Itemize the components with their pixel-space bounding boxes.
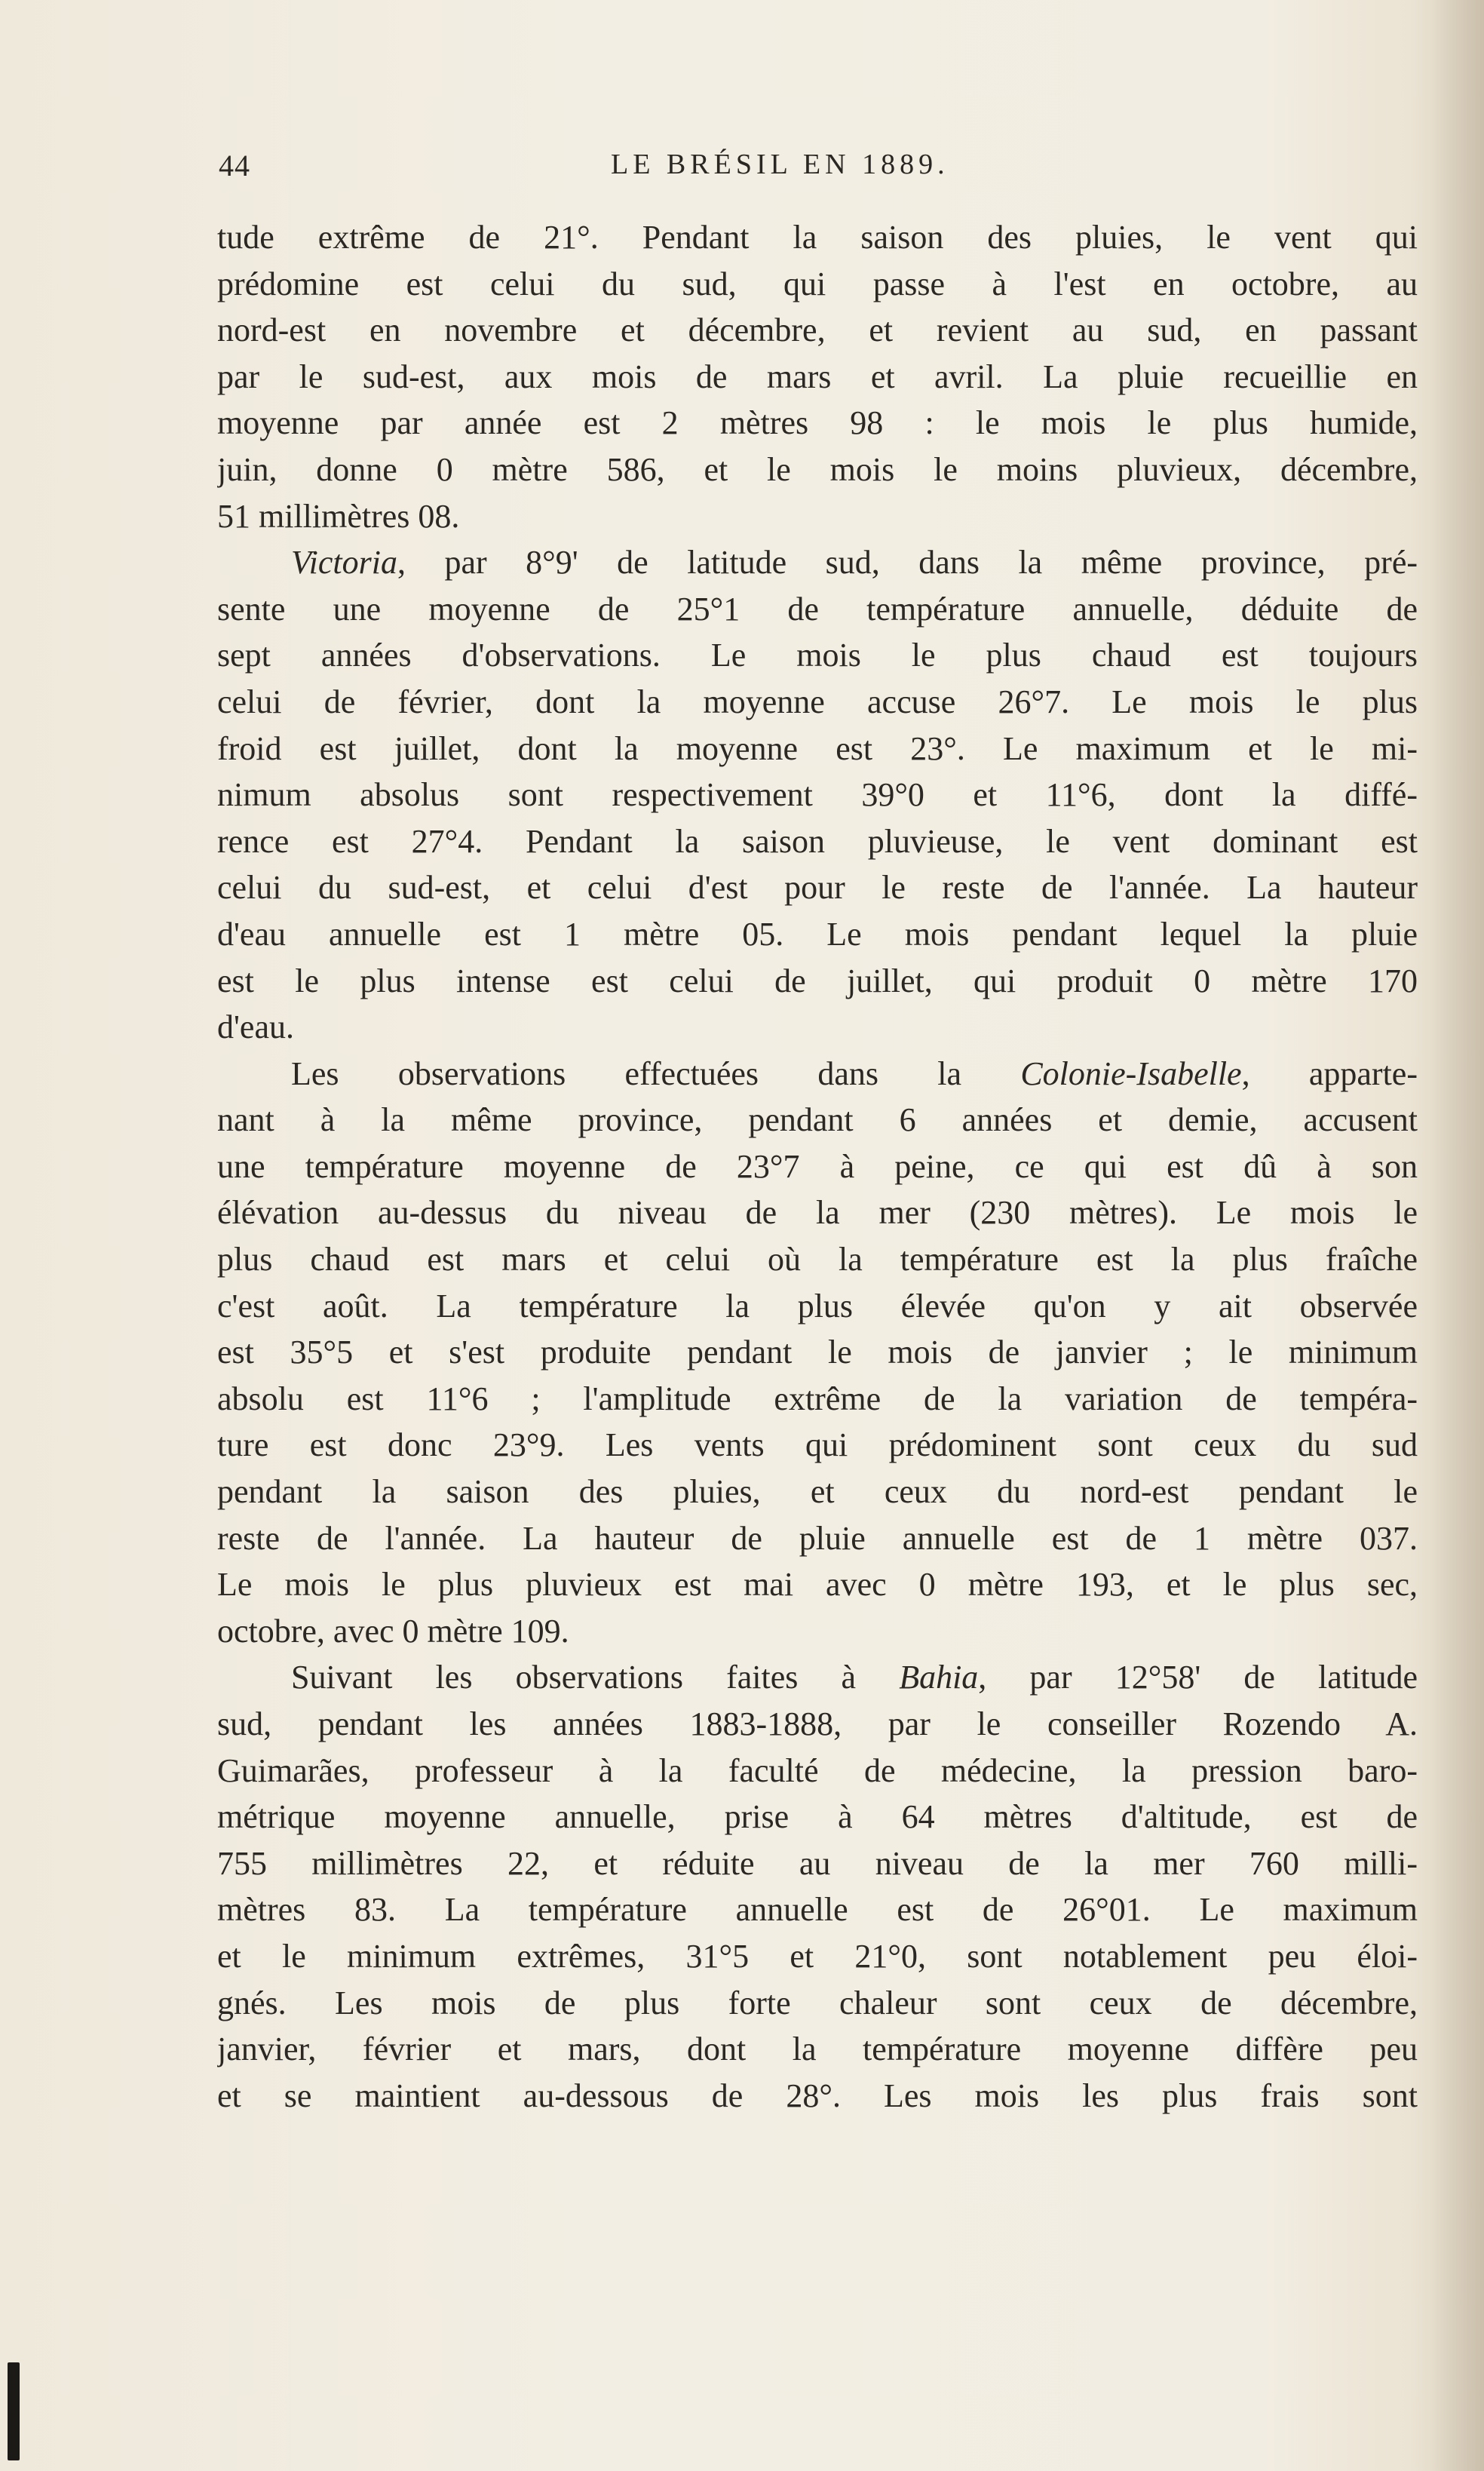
place-name-bahia: Bahia [899, 1659, 979, 1696]
page-edge-shadow [1431, 0, 1484, 2471]
text-line: une température moyenne de 23°7 à peine, ce qui est dû à son [217, 1147, 1418, 1185]
text-line: tude extrême de 21°. Pendant la saison des pluies, le vent qui [217, 219, 1418, 256]
text-line: d'eau annuelle est 1 mètre 05. Le mois pendant lequel la pluie [217, 915, 1418, 953]
page-header [219, 148, 1425, 193]
text-line: d'eau. [217, 1008, 294, 1046]
text-line: absolu est 11°6 ; l'amplitude extrême de la variation de tempéra- [217, 1380, 1418, 1417]
text-line: élévation au-dessus du niveau de la mer (230 mètres). Le mois le [217, 1194, 1418, 1232]
text-line: sud, pendant les années 1883-1888, par le conseiller Rozendo A. [217, 1705, 1418, 1742]
text-line: est 35°5 et s'est produite pendant le mois de janvier ; le minimum [217, 1334, 1418, 1371]
text-line: sente une moyenne de 25°1 de température annuelle, déduite de [217, 590, 1418, 628]
text-line [217, 539, 1418, 586]
text-line [217, 1051, 1418, 1097]
running-head: LE BRÉSIL EN 1889. [611, 149, 949, 180]
place-name-colonie-isabelle: Colonie-Isabelle [1020, 1054, 1242, 1092]
text-line: sept années d'observations. Le mois le plus chaud est toujours [217, 637, 1418, 674]
text-line: moyenne par année est 2 mètres 98 : le mois le plus humide, [217, 404, 1418, 442]
text-line: ture est donc 23°9. Les vents qui prédominent sont ceux du sud [217, 1426, 1418, 1464]
text-line: gnés. Les mois de plus forte chaleur sont ceux de décembre, [217, 1984, 1418, 2021]
text-line: janvier, février et mars, dont la température moyenne diffère peu [217, 2031, 1418, 2068]
text-line: Le mois le plus pluvieux est mai avec 0 mètre 193, et le plus sec, [217, 1566, 1418, 1604]
text-line: nant à la même province, pendant 6 années et demie, accusent [217, 1101, 1418, 1139]
text-line: rence est 27°4. Pendant la saison pluvieuse, le vent dominant est [217, 822, 1418, 860]
text-fragment: Les observations effectuées dans la [291, 1054, 1021, 1092]
text-line: est le plus intense est celui de juillet, qui produit 0 mètre 170 [217, 962, 1418, 999]
text-fragment: , par 12°58' de latitude [978, 1659, 1418, 1696]
text-line [217, 1654, 1418, 1701]
text-line: octobre, avec 0 mètre 109. [217, 1612, 569, 1650]
text-line: juin, donne 0 mètre 586, et le mois le moins pluvieux, décembre, [217, 450, 1418, 488]
place-name-victoria: Victoria [291, 544, 397, 582]
text-line: et se maintient au-dessous de 28°. Les mois les plus frais sont [217, 2077, 1418, 2114]
page-number: 44 [219, 149, 250, 183]
text-line: reste de l'année. La hauteur de pluie annuelle est de 1 mètre 037. [217, 1519, 1418, 1557]
text-line: 51 millimètres 08. [217, 497, 460, 535]
text-line: celui de février, dont la moyenne accuse 26°7. Le mois le plus [217, 683, 1418, 720]
scan-edge-mark [8, 2362, 20, 2460]
text-fragment: , apparte- [1241, 1054, 1418, 1092]
text-line: prédomine est celui du sud, qui passe à l'est en octobre, au [217, 265, 1418, 302]
text-line: par le sud-est, aux mois de mars et avril. La pluie recueillie en [217, 358, 1418, 395]
text-line: mètres 83. La température annuelle est de 26°01. Le maximum [217, 1891, 1418, 1929]
text-line: nord-est en novembre et décembre, et revient au sud, en passant [217, 312, 1418, 349]
text-line: nimum absolus sont respectivement 39°0 et 11°6, dont la diffé- [217, 776, 1418, 814]
text-line: pendant la saison des pluies, et ceux du nord-est pendant le [217, 1473, 1418, 1511]
text-fragment: , par 8°9' de latitude sud, dans la même province, pré- [397, 544, 1418, 582]
text-line: froid est juillet, dont la moyenne est 23°. Le maximum et le mi- [217, 729, 1418, 767]
text-line: métrique moyenne annuelle, prise à 64 mètres d'altitude, est de [217, 1798, 1418, 1836]
text-line: Guimarães, professeur à la faculté de médecine, la pression baro- [217, 1751, 1418, 1789]
text-line: celui du sud-est, et celui d'est pour le reste de l'année. La hauteur [217, 869, 1418, 907]
text-line: 755 millimètres 22, et réduite au niveau de la mer 760 milli- [217, 1844, 1418, 1882]
text-line: et le minimum extrêmes, 31°5 et 21°0, sont notablement peu éloi- [217, 1937, 1418, 1975]
text-line: c'est août. La température la plus élevée qu'on y ait observée [217, 1287, 1418, 1325]
text-fragment: Suivant les observations faites à [291, 1659, 900, 1696]
body-text [217, 214, 1418, 2119]
text-line: plus chaud est mars et celui où la température est la plus fraîche [217, 1241, 1418, 1278]
